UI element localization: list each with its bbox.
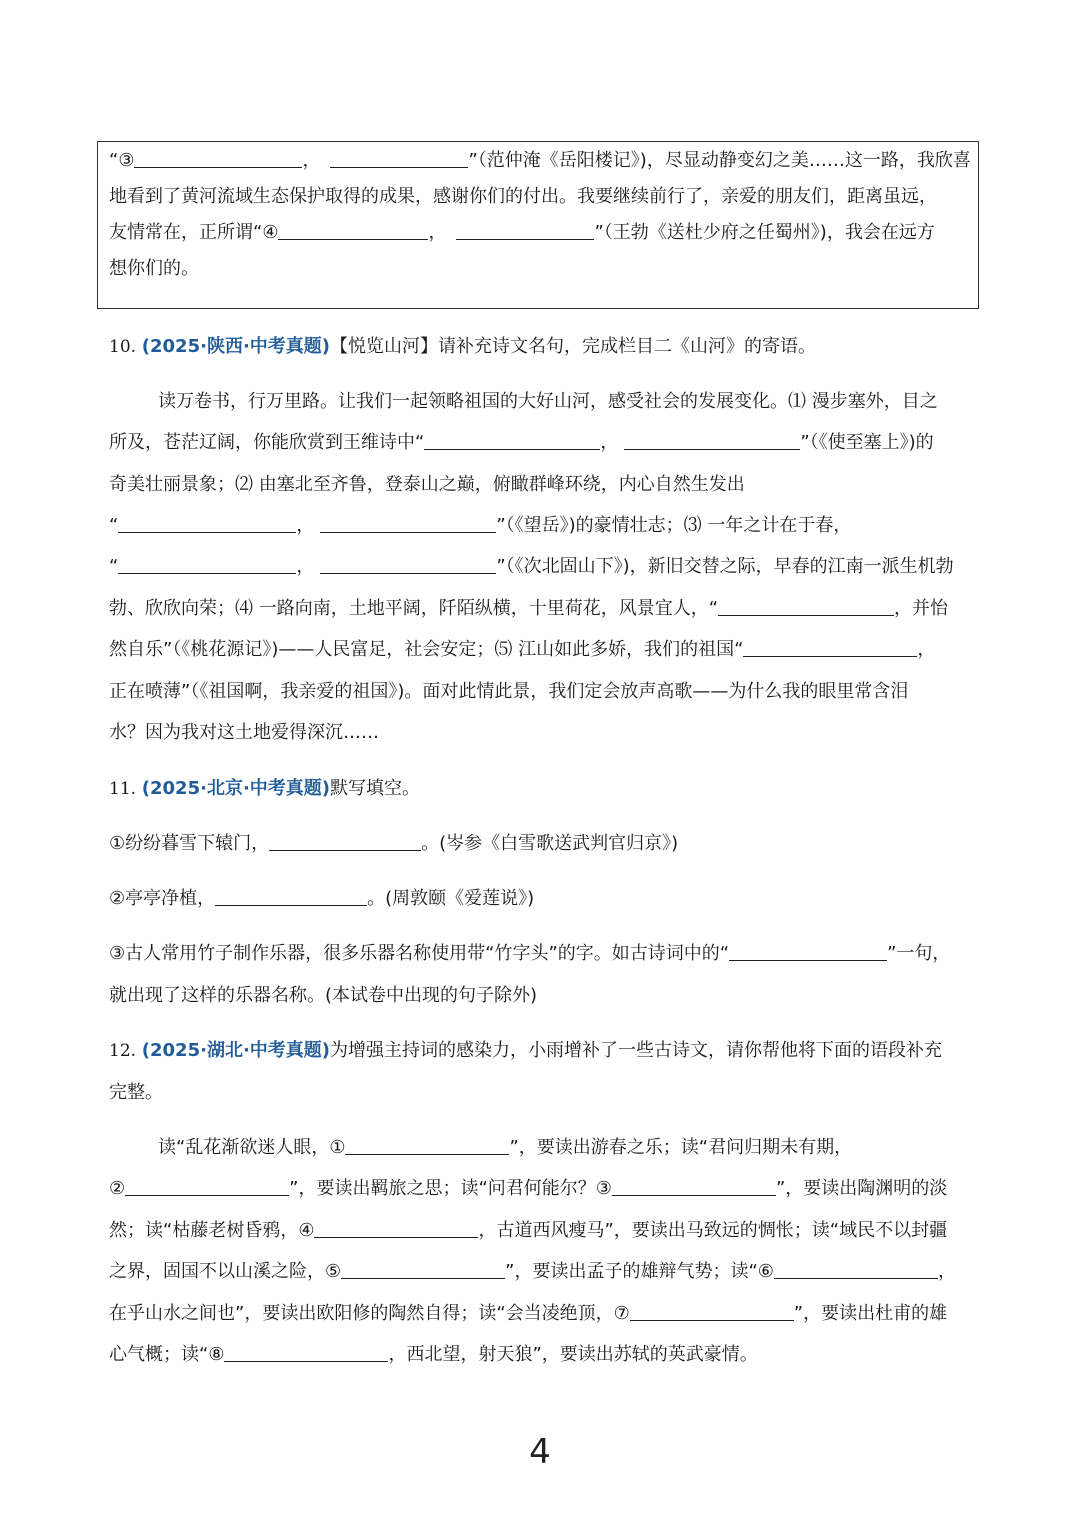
q10-blank-3a[interactable] [118,557,296,574]
q11-item-3-cont: 就出现了这样的乐器名称。(本试卷中出现的句子除外) [109,985,538,1006]
q12-line-3: 然；读“枯藤老树昏鸦，④ ，古道西风瘦马”，要读出马致远的惆怅；读“域民不以封疆 [109,1220,948,1241]
q10-blank-3b[interactable] [320,557,496,574]
q10-line-2: 所及，苍茫辽阔，你能欣赏到王维诗中“ ， ”（《使至塞上》)的 [109,432,934,453]
q12-blank-7[interactable] [630,1304,794,1321]
q10-blank-1b[interactable] [624,433,800,450]
q11-blank-3[interactable] [729,944,887,961]
q10-line-8: 正在喷薄”（《祖国啊，我亲爱的祖国》)。面对此情此景，我们定会放声高歌——为什么我的眼里常含泪 [109,681,909,702]
q11-blank-2[interactable] [215,889,367,906]
q11-header [109,779,420,799]
q12-line-6: 心气概；读“⑧ ，西北望，射天狼”，要读出苏轼的英武豪情。 [109,1344,758,1365]
q11-item-3: ③古人常用竹子制作乐器，很多乐器名称使用带“竹字头”的字。如古诗词中的“ ”一句， [109,943,951,964]
q12-blank-3[interactable] [612,1179,776,1196]
blank-3b[interactable] [330,151,468,168]
q12-blank-4[interactable] [314,1221,478,1238]
q11-number: 11. [109,779,137,799]
q12-source-tag: (2025·湖北·中考真题) [141,1040,331,1061]
q10-source-tag: (2025·陕西·中考真题) [141,336,331,357]
blank-4a[interactable] [278,223,428,240]
box-line-4: 想你们的。 [109,258,199,279]
q10-line-9: 水？因为我对这土地爱得深沉…… [109,722,379,743]
box-line-1: “③ ， ”（范仲淹《岳阳楼记》)，尽显动静变幻之美……这一路，我欣喜 [109,150,971,171]
q10-number: 10. [109,337,137,357]
q12-header [109,1041,942,1061]
q12-line-4: 之界，固国不以山溪之险，⑤ ”，要读出孟子的雄辩气势；读“⑥ ， [109,1261,956,1282]
q12-blank-5[interactable] [341,1262,505,1279]
q10-blank-2a[interactable] [118,516,296,533]
q12-line-1: 读“乱花渐欲迷人眼，① ”，要读出游春之乐；读“君问归期未有期， [158,1137,853,1158]
q11-item-1: ①纷纷暮雪下辕门， 。(岑参《白雪歌送武判官归京》) [109,833,679,854]
q12-number: 12. [109,1041,137,1061]
q10-line-5: “ ， ”（《次北固山下》)，新旧交替之际，早春的江南一派生机勃 [109,556,954,577]
q12-prompt-cont: 完整。 [109,1082,163,1103]
blank-3a[interactable] [134,151,302,168]
q11-blank-1[interactable] [269,834,421,851]
q11-prompt: 默写填空。 [330,778,421,799]
q10-blank-2b[interactable] [320,516,496,533]
q10-blank-5[interactable] [743,640,917,657]
q10-line-1: 读万卷书，行万里路。让我们一起领略祖国的大好山河，感受社会的发展变化。⑴ 漫步塞外，目之 [158,391,938,412]
q10-line-4: “ ， ”（《望岳》)的豪情壮志；⑶ 一年之计在于春， [109,515,852,536]
q10-line-3: 奇美壮丽景象；⑵ 由塞北至齐鲁，登泰山之巅，俯瞰群峰环绕，内心自然生发出 [109,474,745,495]
q12-blank-6[interactable] [774,1262,938,1279]
q12-prompt: 为增强主持词的感染力，小雨增补了一些古诗文，请你帮他将下面的语段补充 [330,1040,943,1061]
q10-prompt: 【悦览山河】请补充诗文名句，完成栏目二《山河》的寄语。 [330,336,817,357]
q11-source-tag: (2025·北京·中考真题) [141,778,331,799]
box-line-3: 友情常在，正所谓“④ ， ”（王勃《送杜少府之任蜀州》)，我会在远方 [109,222,935,243]
q12-blank-1[interactable] [345,1138,509,1155]
q10-blank-1a[interactable] [424,433,600,450]
page-number: 4 [529,1432,551,1472]
q12-line-5: 在乎山水之间也”，要读出欧阳修的陶然自得；读“会当凌绝顶，⑦ ”，要读出杜甫的雄 [109,1303,948,1324]
q10-blank-4[interactable] [718,599,894,616]
q10-header [109,337,816,357]
box-line-2: 地看到了黄河流域生态保护取得的成果，感谢你们的付出。我要继续前行了，亲爱的朋友们，距离虽远， [109,186,937,207]
q12-line-2: ② ”，要读出羁旅之思；读“问君何能尔？③ ”，要读出陶渊明的淡 [109,1178,948,1199]
q10-line-7: 然自乐”（《桃花源记》)——人民富足，社会安定；⑸ 江山如此多娇，我们的祖国“ ， [109,639,936,660]
q12-blank-2[interactable] [125,1179,289,1196]
q11-item-2: ②亭亭净植， 。(周敦颐《爱莲说》) [109,888,535,909]
q12-blank-8[interactable] [224,1345,388,1362]
q10-line-6: 勃、欣欣向荣；⑷ 一路向南，土地平阔，阡陌纵横，十里荷花，风景宜人，“ ，并怡 [109,598,949,619]
blank-4b[interactable] [456,223,594,240]
